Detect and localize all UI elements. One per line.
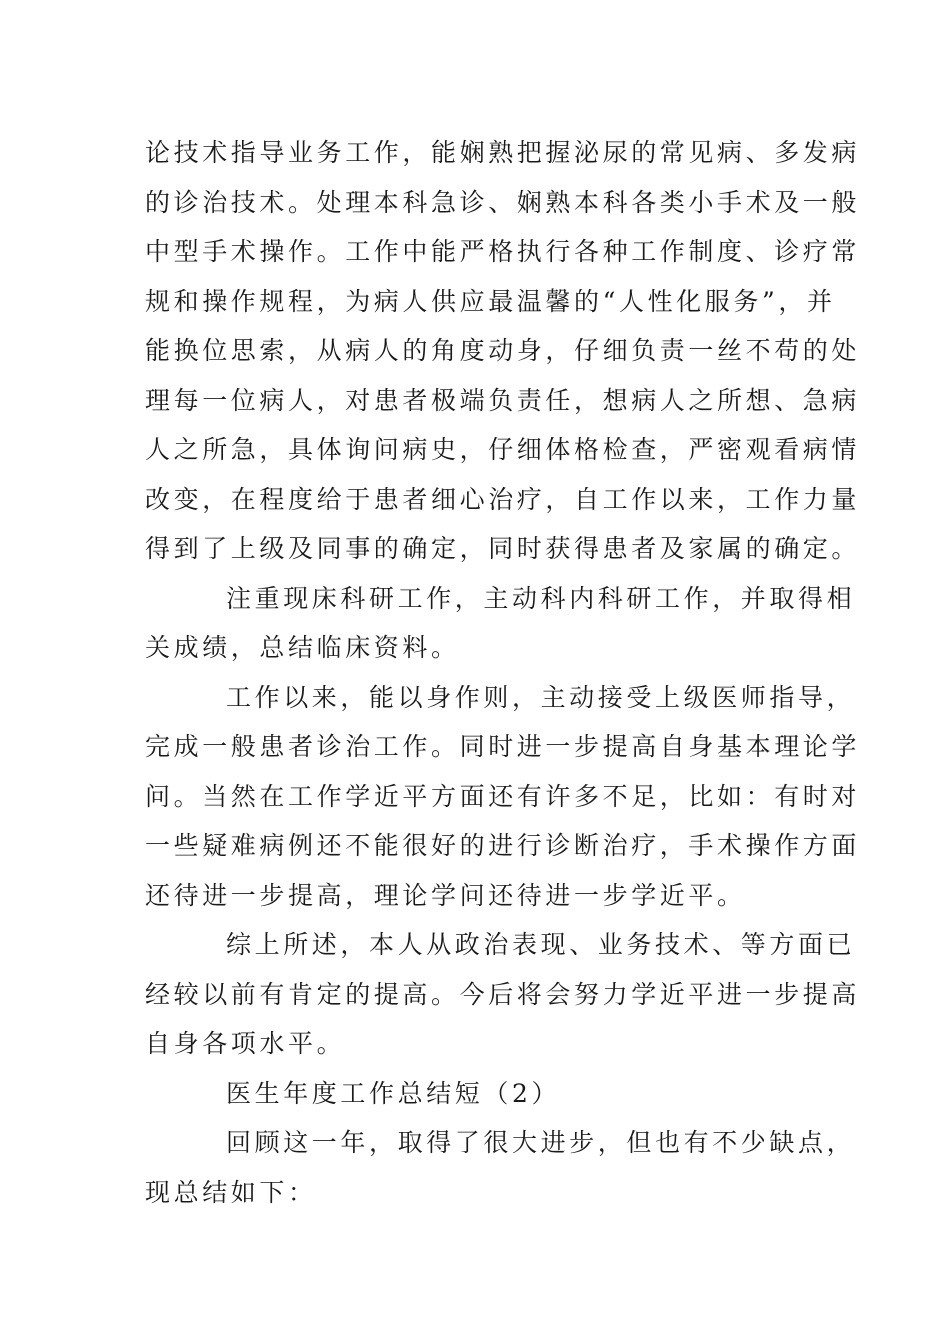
- text-line: 的诊治技术。处理本科急诊、娴熟本科各类小手术及一般: [145, 187, 861, 217]
- text-line: 改变，在程度给于患者细心治疗，自工作以来，工作力量: [145, 484, 861, 514]
- paragraph-start-line: 注重现床科研工作，主动科内科研工作，并取得相: [226, 583, 856, 613]
- text-line: 论技术指导业务工作，能娴熟把握泌尿的常见病、多发病: [145, 138, 861, 167]
- text-line: 自身各项水平。: [145, 1029, 346, 1058]
- paragraph-start-line: 回顾这一年，取得了很大进步，但也有不少缺点，: [226, 1128, 856, 1157]
- text-line: 理每一位病人，对患者极端负责任，想病人之所想、急病: [145, 385, 861, 415]
- text-line: 人之所急，具体询问病史，仔细体格检查，严密观看病情: [145, 435, 861, 464]
- text-line: 完成一般患者诊治工作。同时进一步提高自身基本理论学: [145, 732, 861, 761]
- text-line: 一些疑难病例还不能很好的进行诊断治疗，手术操作方面: [145, 831, 861, 860]
- paragraph-start-line: 工作以来，能以身作则，主动接受上级医师指导，: [226, 682, 856, 712]
- text-line: 经较以前有肯定的提高。今后将会努力学近平进一步提高: [145, 979, 861, 1009]
- paragraph-start-line: 综上所述，本人从政治表现、业务技术、等方面已: [226, 930, 856, 959]
- text-line: 规和操作规程，为病人供应最温馨的“人性化服务”，并: [145, 286, 836, 316]
- text-line: 问。当然在工作学近平方面还有许多不足，比如：有时对: [145, 781, 861, 811]
- text-line: 中型手术操作。工作中能严格执行各种工作制度、诊疗常: [145, 237, 861, 266]
- document-body: [145, 128, 861, 1217]
- text-line: 能换位思索，从病人的角度动身，仔细负责一丝不苟的处: [145, 336, 861, 365]
- text-line: 现总结如下：: [145, 1177, 317, 1207]
- text-line: 得到了上级及同事的确定，同时获得患者及家属的确定。: [145, 534, 861, 563]
- text-line: 关成绩，总结临床资料。: [145, 633, 460, 662]
- section-heading: 医生年度工作总结短（2）: [226, 1078, 561, 1108]
- text-line: 还待进一步提高，理论学问还待进一步学近平。: [145, 880, 746, 910]
